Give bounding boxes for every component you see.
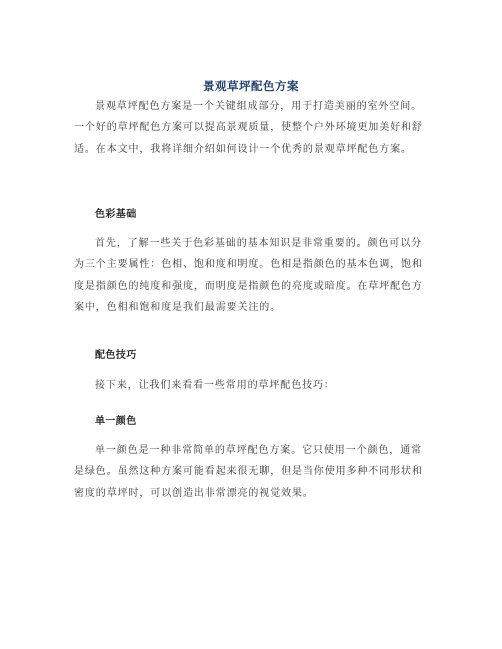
section-paragraph-color-tips: 接下来，让我们来看看一些常用的草坪配色技巧：	[95, 380, 335, 391]
section-paragraph-color-basics: 首先，了解一些关于色彩基础的基本知识是非常重要的。颜色可以分为三个主要属性：色相、饱和度和明度。色相是指颜色的基本色调，饱和度是指颜色的纯度和强度，而明度是指颜色的亮度或暗度。在草坪配色方案中，色相和饱和度是我们最需要关注的。	[74, 238, 423, 313]
section-paragraph-single-color: 单一颜色是一种非常简单的草坪配色方案。它只使用一个颜色，通常是绿色。虽然这种方案可能看起来很无聊，但是当你使用多种不同形状和密度的草坪时，可以创造出非常漂亮的视觉效果。	[74, 445, 423, 499]
document-title: 景观草坪配色方案	[203, 79, 299, 93]
section-heading-single-color: 单一颜色	[95, 416, 137, 427]
intro-paragraph: 景观草坪配色方案是一个关键组成部分，用于打造美丽的室外空间。一个好的草坪配色方案可以提高景观质量，使整个户外环境更加美好和舒适。在本文中，我将详细介绍如何设计一个优秀的景观草坪配色方案。	[74, 101, 423, 155]
section-heading-color-basics: 色彩基础	[95, 209, 137, 220]
section-heading-color-tips: 配色技巧	[95, 350, 137, 361]
